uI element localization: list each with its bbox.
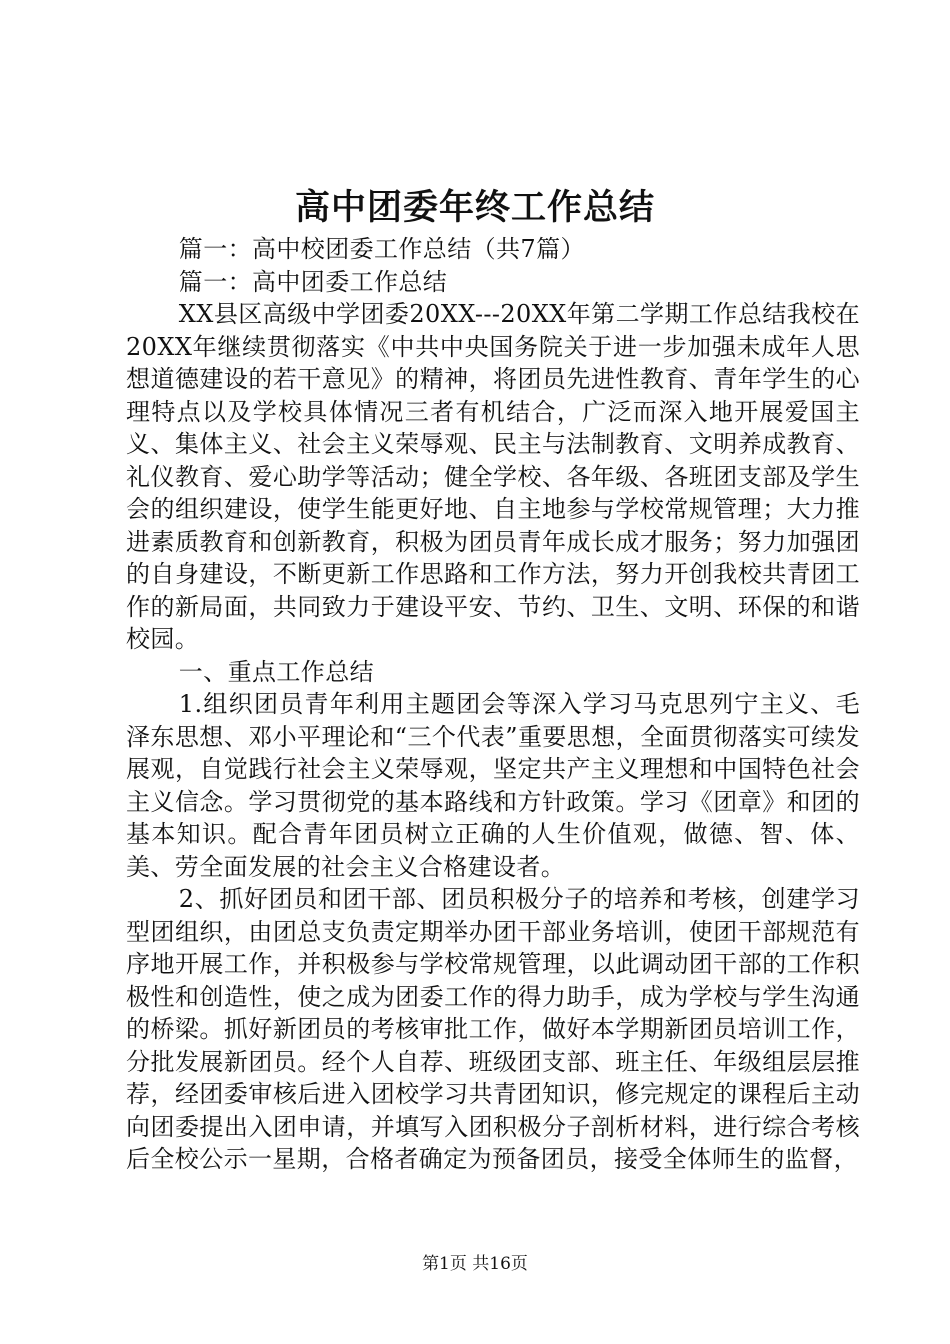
section-heading-2: 篇一：高中团委工作总结 — [178, 267, 448, 296]
item-1-paragraph: 1.组织团员青年利用主题团会等深入学习马克思列宁主义、毛泽东思想、邓小平理论和“三个代表”重要思想，全面贯彻落实可续发展观，自觉践行社会主义荣辱观，坚定共产主义理想和中国特色社会主义信念。学习贯彻党的基本路线和方针政策。学习《团章》和团的基本知识。配合青年团员树立正确的人生价值观，做德、智、体、美、劳全面发展的社会主义合格建设者。 — [126, 690, 860, 881]
section-heading-1: 篇一：高中校团委工作总结（共7篇） — [178, 235, 585, 263]
document-body — [126, 233, 860, 1176]
intro-paragraph: XX县区高级中学团委20XX---20XX年第二学期工作总结我校在20XX年继续贯彻落实《中共中央国务院关于进一步加强未成年人思想道德建设的若干意见》的精神，将团员先进性教育、青年学生的心理特点以及学校具体情况三者有机结合，广泛而深入地开展爱国主义、集体主义、社会主义荣辱观、民主与法制教育、文明养成教育、礼仪教育、爱心助学等活动；健全学校、各年级、各班团支部及学生会的组织建设，使学生能更好地、自主地参与学校常规管理；大力推进素质教育和创新教育，积极为团员青年成长成才服务；努力加强团的自身建设，不断更新工作思路和工作方法，努力开创我校共青团工作的新局面，共同致力于建设平安、节约、卫生、文明、环保的和谐校园。 — [126, 300, 860, 653]
item-2-paragraph: 2、抓好团员和团干部、团员积极分子的培养和考核，创建学习型团组织，由团总支负责定期举办团干部业务培训，使团干部规范有序地开展工作，并积极参与学校常规管理，以此调动团干部的工作积极性和创造性，使之成为团委工作的得力助手，成为学校与学生沟通的桥梁。抓好新团员的考核审批工作，做好本学期新团员培训工作，分批发展新团员。经个人自荐、班级团支部、班主任、年级组层层推荐，经团委审核后进入团校学习共青团知识，修完规定的课程后主动向团委提出入团申请，并填写入团积极分子剖析材料，进行综合考核后全校公示一星期，合格者确定为预备团员，接受全体师生的监督， — [126, 885, 860, 1173]
document-title: 高中团委年终工作总结 — [294, 187, 655, 228]
key-work-heading: 一、重点工作总结 — [178, 657, 374, 686]
page-number-footer: 第1页 共16页 — [422, 1254, 528, 1274]
